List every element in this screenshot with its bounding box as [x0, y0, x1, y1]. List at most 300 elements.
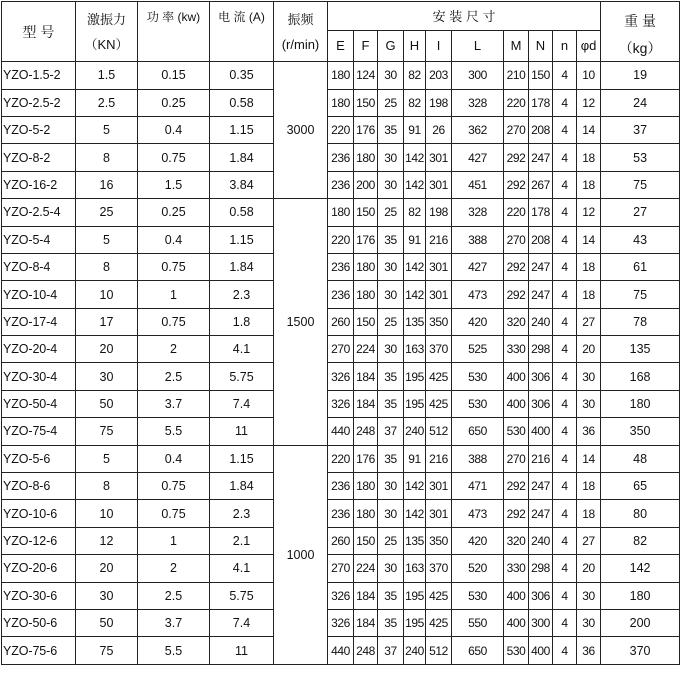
dim-cell: 4 — [553, 144, 577, 171]
dim-cell: 306 — [529, 390, 553, 417]
weight-unit: （kg） — [618, 39, 662, 56]
force-cell: 50 — [76, 390, 138, 417]
dim-cell: 4 — [553, 500, 577, 527]
dim-cell: 82 — [404, 62, 426, 89]
dim-header: F — [354, 30, 378, 62]
dim-cell: 512 — [426, 418, 452, 445]
dim-cell: 270 — [504, 116, 529, 143]
dim-cell: 12 — [577, 89, 601, 116]
dim-cell: 36 — [577, 637, 601, 664]
force-cell: 25 — [76, 199, 138, 226]
dim-cell: 176 — [354, 116, 378, 143]
dim-cell: 420 — [452, 527, 504, 554]
dim-cell: 18 — [577, 171, 601, 198]
model-cell: YZO-75-6 — [2, 637, 76, 664]
weight-cell: 65 — [601, 473, 680, 500]
dim-cell: 530 — [452, 363, 504, 390]
dim-cell: 195 — [404, 363, 426, 390]
weight-cell: 168 — [601, 363, 680, 390]
dim-cell: 200 — [354, 171, 378, 198]
spec-table — [1, 1, 680, 665]
power-cell: 5.5 — [138, 418, 210, 445]
model-cell: YZO-1.5-2 — [2, 62, 76, 89]
weight-cell: 350 — [601, 418, 680, 445]
dim-cell: 292 — [504, 144, 529, 171]
dim-cell: 370 — [426, 555, 452, 582]
dim-cell: 14 — [577, 226, 601, 253]
weight-label: 重 量 — [624, 13, 657, 29]
dim-cell: 163 — [404, 555, 426, 582]
force-cell: 30 — [76, 363, 138, 390]
dim-cell: 216 — [529, 445, 553, 472]
dim-cell: 82 — [404, 89, 426, 116]
model-cell: YZO-10-6 — [2, 500, 76, 527]
dim-cell: 328 — [452, 199, 504, 226]
current-cell: 7.4 — [210, 390, 274, 417]
model-cell: YZO-30-4 — [2, 363, 76, 390]
weight-cell: 75 — [601, 171, 680, 198]
dim-cell: 326 — [328, 610, 354, 637]
dim-cell: 82 — [404, 199, 426, 226]
power-cell: 0.15 — [138, 62, 210, 89]
power-cell: 0.4 — [138, 116, 210, 143]
dim-cell: 425 — [426, 582, 452, 609]
power-cell: 3.7 — [138, 390, 210, 417]
force-cell: 10 — [76, 281, 138, 308]
current-cell: 2.1 — [210, 527, 274, 554]
dim-cell: 220 — [328, 445, 354, 472]
dim-cell: 35 — [378, 363, 404, 390]
dim-cell: 4 — [553, 171, 577, 198]
weight-cell: 78 — [601, 308, 680, 335]
power-cell: 2.5 — [138, 363, 210, 390]
dim-cell: 35 — [378, 582, 404, 609]
power-cell: 0.75 — [138, 144, 210, 171]
col-header-current: 电 流 (A) — [210, 2, 274, 62]
model-cell: YZO-30-6 — [2, 582, 76, 609]
table-row — [2, 610, 680, 637]
table-row — [2, 527, 680, 554]
dim-cell: 650 — [452, 637, 504, 664]
dim-cell: 520 — [452, 555, 504, 582]
dim-cell: 124 — [354, 62, 378, 89]
dim-cell: 236 — [328, 500, 354, 527]
dim-cell: 4 — [553, 116, 577, 143]
model-cell: YZO-20-6 — [2, 555, 76, 582]
dim-cell: 30 — [378, 281, 404, 308]
dim-cell: 4 — [553, 281, 577, 308]
table-row — [2, 363, 680, 390]
dim-cell: 400 — [529, 637, 553, 664]
dim-cell: 150 — [354, 527, 378, 554]
dim-cell: 530 — [504, 418, 529, 445]
dim-cell: 270 — [504, 226, 529, 253]
dim-cell: 270 — [328, 336, 354, 363]
power-cell: 1 — [138, 527, 210, 554]
dim-header: G — [378, 30, 404, 62]
dim-cell: 142 — [404, 253, 426, 280]
dim-cell: 4 — [553, 336, 577, 363]
dim-cell: 267 — [529, 171, 553, 198]
dim-cell: 30 — [378, 473, 404, 500]
dim-cell: 150 — [354, 89, 378, 116]
dim-cell: 473 — [452, 500, 504, 527]
force-unit: （KN） — [84, 36, 129, 52]
dim-cell: 301 — [426, 253, 452, 280]
force-cell: 5 — [76, 116, 138, 143]
dim-cell: 180 — [328, 62, 354, 89]
dim-cell: 20 — [577, 336, 601, 363]
dim-cell: 512 — [426, 637, 452, 664]
table-row — [2, 308, 680, 335]
dim-cell: 142 — [404, 144, 426, 171]
dim-cell: 4 — [553, 582, 577, 609]
model-cell: YZO-16-2 — [2, 171, 76, 198]
dim-header: φd — [577, 30, 601, 62]
dim-cell: 292 — [504, 281, 529, 308]
col-header-model: 型 号 — [2, 2, 76, 62]
dim-cell: 180 — [354, 473, 378, 500]
dim-cell: 30 — [577, 610, 601, 637]
dim-cell: 203 — [426, 62, 452, 89]
dim-cell: 150 — [354, 308, 378, 335]
dim-cell: 14 — [577, 445, 601, 472]
dim-cell: 328 — [452, 89, 504, 116]
dim-cell: 195 — [404, 390, 426, 417]
current-cell: 11 — [210, 418, 274, 445]
table-row — [2, 445, 680, 472]
weight-cell: 48 — [601, 445, 680, 472]
dim-cell: 30 — [378, 500, 404, 527]
dim-cell: 142 — [404, 171, 426, 198]
dim-cell: 240 — [404, 637, 426, 664]
dim-cell: 240 — [404, 418, 426, 445]
current-cell: 1.84 — [210, 144, 274, 171]
dim-cell: 270 — [504, 445, 529, 472]
weight-cell: 37 — [601, 116, 680, 143]
force-cell: 8 — [76, 253, 138, 280]
table-row — [2, 637, 680, 664]
col-header-force — [76, 2, 138, 62]
weight-cell: 19 — [601, 62, 680, 89]
dim-cell: 650 — [452, 418, 504, 445]
dim-cell: 247 — [529, 144, 553, 171]
dim-cell: 142 — [404, 500, 426, 527]
table-row — [2, 253, 680, 280]
model-cell: YZO-8-2 — [2, 144, 76, 171]
power-cell: 0.75 — [138, 500, 210, 527]
dim-cell: 4 — [553, 89, 577, 116]
dim-header: H — [404, 30, 426, 62]
dim-cell: 180 — [354, 281, 378, 308]
dim-cell: 4 — [553, 253, 577, 280]
dim-cell: 216 — [426, 226, 452, 253]
dim-cell: 326 — [328, 582, 354, 609]
dim-cell: 135 — [404, 527, 426, 554]
model-cell: YZO-5-6 — [2, 445, 76, 472]
dim-cell: 14 — [577, 116, 601, 143]
dim-cell: 427 — [452, 144, 504, 171]
dim-cell: 425 — [426, 363, 452, 390]
dim-cell: 330 — [504, 336, 529, 363]
dim-cell: 320 — [504, 527, 529, 554]
dim-cell: 18 — [577, 144, 601, 171]
col-header-weight — [601, 2, 680, 62]
dim-cell: 184 — [354, 363, 378, 390]
dim-cell: 260 — [328, 308, 354, 335]
dim-cell: 350 — [426, 527, 452, 554]
power-cell: 2 — [138, 555, 210, 582]
dim-cell: 320 — [504, 308, 529, 335]
current-cell: 1.15 — [210, 226, 274, 253]
model-cell: YZO-17-4 — [2, 308, 76, 335]
dim-cell: 236 — [328, 281, 354, 308]
dim-header: I — [426, 30, 452, 62]
dim-cell: 195 — [404, 610, 426, 637]
dim-cell: 25 — [378, 199, 404, 226]
dim-cell: 220 — [504, 89, 529, 116]
dim-cell: 142 — [404, 473, 426, 500]
dim-cell: 301 — [426, 473, 452, 500]
table-row — [2, 116, 680, 143]
dim-cell: 30 — [378, 253, 404, 280]
dim-cell: 224 — [354, 555, 378, 582]
rpm-cell: 1000 — [274, 445, 328, 664]
dim-cell: 440 — [328, 637, 354, 664]
dim-cell: 35 — [378, 116, 404, 143]
model-cell: YZO-2.5-2 — [2, 89, 76, 116]
power-cell: 5.5 — [138, 637, 210, 664]
power-cell: 3.7 — [138, 610, 210, 637]
model-cell: YZO-10-4 — [2, 281, 76, 308]
model-cell: YZO-75-4 — [2, 418, 76, 445]
table-row — [2, 89, 680, 116]
current-cell: 1.84 — [210, 253, 274, 280]
force-cell: 17 — [76, 308, 138, 335]
dim-cell: 326 — [328, 390, 354, 417]
dim-cell: 35 — [378, 445, 404, 472]
weight-cell: 24 — [601, 89, 680, 116]
table-row — [2, 336, 680, 363]
dim-cell: 195 — [404, 582, 426, 609]
force-cell: 12 — [76, 527, 138, 554]
force-label: 激振力 — [86, 12, 126, 27]
force-cell: 1.5 — [76, 62, 138, 89]
weight-cell: 82 — [601, 527, 680, 554]
dim-cell: 210 — [504, 62, 529, 89]
dim-cell: 176 — [354, 445, 378, 472]
dim-cell: 30 — [378, 171, 404, 198]
dim-cell: 400 — [504, 363, 529, 390]
dim-cell: 292 — [504, 473, 529, 500]
dim-cell: 530 — [504, 637, 529, 664]
current-cell: 7.4 — [210, 610, 274, 637]
power-cell: 0.75 — [138, 308, 210, 335]
dim-cell: 400 — [504, 610, 529, 637]
weight-cell: 200 — [601, 610, 680, 637]
dim-cell: 471 — [452, 473, 504, 500]
dim-header: N — [529, 30, 553, 62]
dim-cell: 27 — [577, 308, 601, 335]
table-row — [2, 555, 680, 582]
force-cell: 20 — [76, 336, 138, 363]
dim-header: n — [553, 30, 577, 62]
dim-cell: 301 — [426, 500, 452, 527]
dim-cell: 300 — [529, 610, 553, 637]
dim-cell: 91 — [404, 116, 426, 143]
dim-cell: 208 — [529, 116, 553, 143]
power-cell: 0.4 — [138, 445, 210, 472]
current-cell: 2.3 — [210, 500, 274, 527]
dim-cell: 427 — [452, 253, 504, 280]
weight-cell: 370 — [601, 637, 680, 664]
dim-cell: 260 — [328, 527, 354, 554]
dim-cell: 198 — [426, 199, 452, 226]
dim-cell: 25 — [378, 308, 404, 335]
dim-cell: 30 — [577, 390, 601, 417]
dim-cell: 301 — [426, 171, 452, 198]
current-cell: 3.84 — [210, 171, 274, 198]
dim-cell: 248 — [354, 637, 378, 664]
force-cell: 20 — [76, 555, 138, 582]
dim-cell: 330 — [504, 555, 529, 582]
dim-header: M — [504, 30, 529, 62]
dim-cell: 184 — [354, 582, 378, 609]
model-cell: YZO-50-4 — [2, 390, 76, 417]
dim-cell: 18 — [577, 473, 601, 500]
dim-cell: 26 — [426, 116, 452, 143]
dim-cell: 270 — [328, 555, 354, 582]
dim-cell: 388 — [452, 226, 504, 253]
current-cell: 4.1 — [210, 555, 274, 582]
dim-cell: 150 — [354, 199, 378, 226]
col-header-vibration — [274, 2, 328, 62]
dim-cell: 4 — [553, 527, 577, 554]
dim-cell: 326 — [328, 363, 354, 390]
dim-cell: 240 — [529, 308, 553, 335]
dim-cell: 180 — [354, 253, 378, 280]
weight-cell: 180 — [601, 582, 680, 609]
table-row — [2, 62, 680, 89]
model-cell: YZO-12-6 — [2, 527, 76, 554]
dim-cell: 530 — [452, 582, 504, 609]
weight-cell: 80 — [601, 500, 680, 527]
current-cell: 0.58 — [210, 89, 274, 116]
dim-cell: 4 — [553, 390, 577, 417]
dim-cell: 388 — [452, 445, 504, 472]
dim-cell: 298 — [529, 555, 553, 582]
dim-cell: 35 — [378, 226, 404, 253]
dim-cell: 306 — [529, 582, 553, 609]
dim-cell: 135 — [404, 308, 426, 335]
dim-cell: 18 — [577, 500, 601, 527]
force-cell: 5 — [76, 226, 138, 253]
power-cell: 0.75 — [138, 473, 210, 500]
dim-cell: 12 — [577, 199, 601, 226]
dim-cell: 247 — [529, 473, 553, 500]
dim-cell: 4 — [553, 363, 577, 390]
dim-cell: 178 — [529, 89, 553, 116]
dim-cell: 25 — [378, 527, 404, 554]
dim-cell: 20 — [577, 555, 601, 582]
power-cell: 2.5 — [138, 582, 210, 609]
dim-cell: 362 — [452, 116, 504, 143]
dim-cell: 301 — [426, 281, 452, 308]
dim-cell: 292 — [504, 500, 529, 527]
dim-cell: 150 — [529, 62, 553, 89]
current-cell: 0.35 — [210, 62, 274, 89]
dim-cell: 247 — [529, 500, 553, 527]
dim-header: E — [328, 30, 354, 62]
dim-cell: 350 — [426, 308, 452, 335]
current-cell: 0.58 — [210, 199, 274, 226]
dim-cell: 37 — [378, 637, 404, 664]
dim-cell: 30 — [378, 62, 404, 89]
dim-cell: 400 — [504, 390, 529, 417]
dim-cell: 18 — [577, 253, 601, 280]
dim-cell: 4 — [553, 610, 577, 637]
dim-cell: 37 — [378, 418, 404, 445]
dim-cell: 236 — [328, 144, 354, 171]
dim-cell: 30 — [378, 144, 404, 171]
dim-cell: 25 — [378, 89, 404, 116]
dim-cell: 142 — [404, 281, 426, 308]
power-cell: 0.25 — [138, 89, 210, 116]
current-cell: 11 — [210, 637, 274, 664]
vibration-label: 振频 — [287, 12, 314, 27]
dim-cell: 4 — [553, 62, 577, 89]
table-row — [2, 199, 680, 226]
model-cell: YZO-20-4 — [2, 336, 76, 363]
dim-cell: 4 — [553, 308, 577, 335]
dim-cell: 4 — [553, 637, 577, 664]
force-cell: 50 — [76, 610, 138, 637]
table-row — [2, 418, 680, 445]
dim-cell: 220 — [328, 116, 354, 143]
dim-cell: 370 — [426, 336, 452, 363]
rpm-cell: 1500 — [274, 199, 328, 446]
dim-cell: 91 — [404, 226, 426, 253]
dim-cell: 180 — [354, 500, 378, 527]
power-cell: 0.75 — [138, 253, 210, 280]
model-cell: YZO-5-4 — [2, 226, 76, 253]
model-cell: YZO-5-2 — [2, 116, 76, 143]
current-cell: 2.3 — [210, 281, 274, 308]
weight-cell: 27 — [601, 199, 680, 226]
weight-cell: 61 — [601, 253, 680, 280]
dim-header: L — [452, 30, 504, 62]
weight-cell: 75 — [601, 281, 680, 308]
dim-cell: 36 — [577, 418, 601, 445]
force-cell: 16 — [76, 171, 138, 198]
weight-cell: 180 — [601, 390, 680, 417]
dim-cell: 220 — [328, 226, 354, 253]
force-cell: 8 — [76, 473, 138, 500]
model-cell: YZO-8-6 — [2, 473, 76, 500]
current-cell: 1.8 — [210, 308, 274, 335]
dim-cell: 224 — [354, 336, 378, 363]
force-cell: 5 — [76, 445, 138, 472]
dim-cell: 306 — [529, 363, 553, 390]
power-cell: 2 — [138, 336, 210, 363]
table-row — [2, 281, 680, 308]
dim-cell: 292 — [504, 171, 529, 198]
dim-cell: 451 — [452, 171, 504, 198]
force-cell: 8 — [76, 144, 138, 171]
current-cell: 1.15 — [210, 116, 274, 143]
dim-cell: 180 — [328, 199, 354, 226]
dim-cell: 198 — [426, 89, 452, 116]
